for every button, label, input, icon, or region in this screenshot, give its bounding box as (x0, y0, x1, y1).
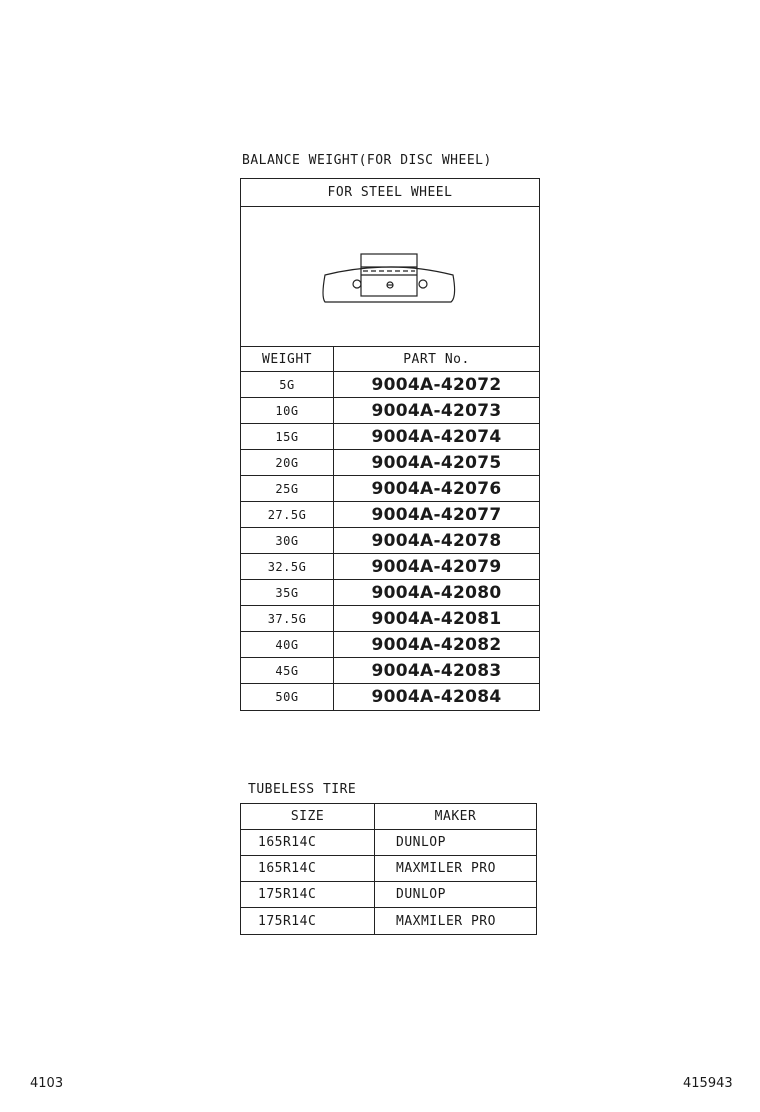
steel-wheel-subheader: FOR STEEL WHEEL (241, 179, 539, 207)
weight-column-header: WEIGHT (241, 347, 334, 371)
part-number-cell: 9004A-42082 (371, 634, 502, 655)
tire-size-cell: 175R14C (241, 908, 375, 934)
weight-cell: 37.5G (241, 606, 334, 631)
balance-weight-title: BALANCE WEIGHT(FOR DISC WHEEL) (242, 153, 492, 168)
weight-cell: 45G (241, 658, 334, 683)
tubeless-tire-title: TUBELESS TIRE (248, 782, 357, 797)
part-number-cell: 9004A-42076 (371, 478, 502, 499)
weight-cell: 30G (241, 528, 334, 553)
table-row (241, 632, 539, 658)
table-row (241, 476, 539, 502)
weight-cell: 25G (241, 476, 334, 501)
weight-cell: 50G (241, 684, 334, 710)
table-row (241, 658, 539, 684)
weight-cell: 5G (241, 372, 334, 397)
tire-maker-cell: DUNLOP (396, 887, 446, 902)
table-row (241, 398, 539, 424)
part-number-cell: 9004A-42077 (371, 504, 502, 525)
balance-weight-header-row (241, 347, 539, 372)
part-number-cell: 9004A-42072 (371, 374, 502, 395)
table-row (241, 502, 539, 528)
balance-weight-table (240, 178, 540, 711)
part-number-cell: 9004A-42078 (371, 530, 502, 551)
weight-cell: 10G (241, 398, 334, 423)
page-reference-left: 4103 (30, 1076, 64, 1091)
table-row (241, 528, 539, 554)
tire-size-cell: 165R14C (241, 856, 375, 881)
table-row (241, 908, 536, 934)
part-number-cell: 9004A-42075 (371, 452, 502, 473)
table-row (241, 424, 539, 450)
maker-column-header: MAKER (434, 809, 477, 824)
tire-maker-cell: DUNLOP (396, 835, 446, 850)
weight-cell: 20G (241, 450, 334, 475)
weight-cell: 15G (241, 424, 334, 449)
table-row (241, 372, 539, 398)
part-number-cell: 9004A-42084 (371, 687, 502, 707)
part-no-column-header: PART No. (403, 351, 470, 367)
tubeless-tire-table (240, 803, 537, 935)
tubeless-tire-header-row (241, 804, 536, 830)
weight-cell: 40G (241, 632, 334, 657)
table-row (241, 882, 536, 908)
tire-size-cell: 175R14C (241, 882, 375, 907)
balance-weight-drawing (241, 207, 539, 347)
table-row (241, 830, 536, 856)
part-number-cell: 9004A-42073 (371, 400, 502, 421)
table-row (241, 580, 539, 606)
tire-size-cell: 165R14C (241, 830, 375, 855)
size-column-header: SIZE (241, 804, 375, 829)
part-number-cell: 9004A-42079 (371, 556, 502, 577)
table-row (241, 856, 536, 882)
balance-weight-illustration (241, 207, 539, 346)
table-row (241, 450, 539, 476)
weight-cell: 32.5G (241, 554, 334, 579)
part-number-cell: 9004A-42074 (371, 426, 502, 447)
table-row (241, 554, 539, 580)
part-number-cell: 9004A-42081 (371, 608, 502, 629)
table-row (241, 606, 539, 632)
tire-maker-cell: MAXMILER PRO (396, 861, 496, 876)
part-number-cell: 9004A-42080 (371, 582, 502, 603)
balance-weight-rows (241, 372, 539, 710)
table-row (241, 684, 539, 710)
weight-cell: 35G (241, 580, 334, 605)
page-reference-right: 415943 (683, 1076, 733, 1091)
part-number-cell: 9004A-42083 (371, 660, 502, 681)
weight-cell: 27.5G (241, 502, 334, 527)
tubeless-tire-rows (241, 830, 536, 934)
tire-maker-cell: MAXMILER PRO (396, 913, 496, 929)
